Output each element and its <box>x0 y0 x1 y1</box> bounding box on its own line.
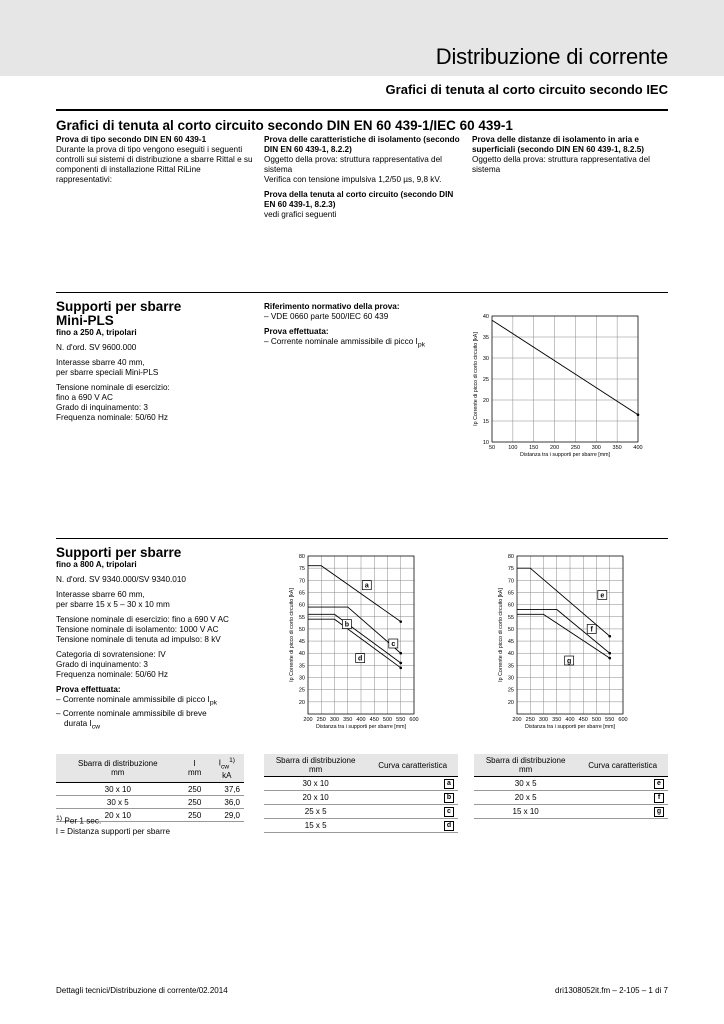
table-row <box>56 796 244 809</box>
t1-h3-unit: kA <box>222 771 232 781</box>
mini-test-info <box>264 302 464 351</box>
table-curves-2 <box>474 754 668 819</box>
intro-col2-title2: Prova della tenuta al corto circuito (secondo DIN EN 60 439-1, 8.2.3) <box>264 190 454 209</box>
x-tick-label: 250 <box>570 445 581 451</box>
x-tick-label: 350 <box>612 445 622 451</box>
big-spacing-2: per sbarre 15 x 5 – 30 x 10 mm <box>56 600 170 609</box>
x-tick-label: 400 <box>565 717 575 723</box>
x-tick-label: 100 <box>508 445 518 451</box>
x-tick-label: 500 <box>382 717 393 723</box>
y-tick-label: 60 <box>298 602 305 609</box>
big-test-3-sub: cw <box>91 723 101 731</box>
table-row <box>474 791 668 805</box>
y-tick-label: 65 <box>298 590 305 597</box>
y-tick-label: 20 <box>482 398 489 404</box>
table-row <box>264 777 458 791</box>
big-title: Supporti per sbarre <box>56 545 182 560</box>
t1-h2: I <box>193 759 196 769</box>
mini-title-1: Supporti per sbarre <box>56 299 182 314</box>
t2-h1: Sbarra di distribuzione <box>275 756 356 765</box>
t1-h3-sub: cw <box>220 763 230 771</box>
chart-mini-pls <box>466 306 652 462</box>
cell-distance: 250 <box>180 783 210 796</box>
t1-h1-unit: mm <box>111 768 125 778</box>
note-1-marker: 1) <box>56 815 63 822</box>
curve-label: c <box>391 641 396 649</box>
mini-frequency: Frequenza nominale: 50/60 Hz <box>56 413 168 422</box>
t1-h3: I <box>218 758 221 768</box>
x-tick-label: 200 <box>512 717 522 723</box>
cell-busbar: 20 x 10 <box>56 809 180 822</box>
series-end-marker <box>399 662 402 665</box>
x-axis-label: Distanza tra i supporti per sbarre [mm] <box>524 724 616 730</box>
series-line-Mini-PLS <box>492 320 638 415</box>
curve-label: f <box>590 626 593 634</box>
curve-label: d <box>358 655 363 663</box>
table-row <box>264 819 458 833</box>
x-tick-label: 400 <box>633 445 643 451</box>
cell-busbar: 20 x 5 <box>474 791 577 805</box>
y-tick-label: 35 <box>507 663 514 670</box>
cell-curve <box>367 777 458 791</box>
x-tick-label: 400 <box>356 717 366 723</box>
y-tick-label: 25 <box>482 377 489 383</box>
note-2: l = Distanza supporti per sbarre <box>56 826 170 836</box>
y-tick-label: 30 <box>507 675 514 682</box>
t3-h2: Curva caratteristica <box>577 754 668 777</box>
t3-h1-unit: mm <box>518 765 533 774</box>
cell-icw: 29,0 <box>210 809 244 822</box>
y-tick-label: 25 <box>507 687 514 694</box>
y-tick-label: 30 <box>298 675 305 682</box>
y-tick-label: 55 <box>507 614 514 621</box>
series-line-c <box>308 614 401 663</box>
x-tick-label: 150 <box>529 445 539 451</box>
chart-curves-a-d <box>278 548 428 738</box>
cell-curve <box>577 777 668 791</box>
table-curves-1 <box>264 754 458 833</box>
curve-label-box: b <box>444 793 454 803</box>
series-end-marker <box>637 413 640 416</box>
intro-col1-title: Prova di tipo secondo DIN EN 60 439-1 <box>56 135 207 144</box>
x-tick-label: 600 <box>618 717 628 723</box>
mini-voltage-1: Tensione nominale di esercizio: <box>56 383 170 392</box>
y-tick-label: 40 <box>507 651 514 658</box>
big-category: Categoria di sovratensione: IV <box>56 650 166 659</box>
curve-label-box: d <box>444 821 454 831</box>
big-test-title: Prova effettuata: <box>56 685 121 694</box>
mini-test-sub: pk <box>417 341 426 349</box>
series-end-marker <box>399 667 402 670</box>
y-tick-label: 70 <box>298 578 305 585</box>
big-voltage-1: Tensione nominale di esercizio: fino a 690 V AC <box>56 615 229 624</box>
cell-curve <box>367 819 458 833</box>
big-test-3: durata I <box>64 718 92 728</box>
x-tick-label: 300 <box>538 717 549 723</box>
series-end-marker <box>608 652 611 655</box>
y-tick-label: 20 <box>507 699 514 706</box>
mini-ref-item: – VDE 0660 parte 500/IEC 60 439 <box>264 312 389 321</box>
footer-right: dri1308052it.fm – 2-105 – 1 di 7 <box>555 986 668 995</box>
cell-distance: 250 <box>180 796 210 809</box>
t2-h1-unit: mm <box>308 765 323 774</box>
intro-col3-text: Oggetto della prova: struttura rappresentativa del sistema <box>472 155 650 174</box>
page-title: Distribuzione di corrente <box>435 44 668 69</box>
intro-col2-text3: vedi grafici seguenti <box>264 210 337 219</box>
y-tick-label: 15 <box>482 419 489 425</box>
page-subtitle: Grafici di tenuta al corto circuito secondo IEC <box>385 82 668 97</box>
intro-col-2 <box>264 135 464 220</box>
y-tick-label: 40 <box>298 651 305 658</box>
mini-order: N. d'ord. SV 9600.000 <box>56 343 137 352</box>
table-row <box>264 791 458 805</box>
y-tick-label: 55 <box>298 614 305 621</box>
y-tick-label: 40 <box>482 314 489 320</box>
big-subtitle: fino a 800 A, tripolari <box>56 560 137 569</box>
x-tick-label: 300 <box>329 717 340 723</box>
big-pollution: Grado di inquinamento: 3 <box>56 660 148 669</box>
x-tick-label: 300 <box>591 445 601 451</box>
table-row <box>474 777 668 791</box>
x-tick-label: 600 <box>409 717 419 723</box>
y-tick-label: 70 <box>507 578 514 585</box>
chart-curves-e-g <box>487 548 637 738</box>
cell-curve <box>577 791 668 805</box>
big-frequency: Frequenza nominale: 50/60 Hz <box>56 670 168 679</box>
curve-label-box: c <box>444 807 454 817</box>
series-line-g <box>517 614 610 658</box>
y-tick-label: 10 <box>482 440 489 446</box>
footer-left: Dettagli tecnici/Distribuzione di corrente/02.2014 <box>56 986 228 995</box>
y-tick-label: 80 <box>298 554 305 560</box>
y-tick-label: 50 <box>298 626 305 633</box>
intro-col2-title: Prova delle caratteristiche di isolamento (secondo DIN EN 60 439-1, 8.2.2) <box>264 135 460 154</box>
x-tick-label: 550 <box>605 717 615 723</box>
big-voltage-2: Tensione nominale di isolamento: 1000 V AC <box>56 625 219 634</box>
cell-busbar: 20 x 10 <box>264 791 367 805</box>
cell-curve <box>367 791 458 805</box>
intro-heading: Grafici di tenuta al corto circuito secondo DIN EN 60 439-1/IEC 60 439-1 <box>56 118 513 133</box>
y-tick-label: 45 <box>507 639 514 646</box>
curve-label-box: e <box>654 779 664 789</box>
intro-col2-text2: Verifica con tensione impulsiva 1,2/50 µs, 9,8 kV. <box>264 175 442 184</box>
table-icw <box>56 754 244 822</box>
x-tick-label: 200 <box>303 717 313 723</box>
mini-info <box>56 300 256 428</box>
mini-title-2: Mini-PLS <box>56 313 114 328</box>
big-voltage-3: Tensione nominale di tenuta ad impulso: 8 kV <box>56 635 221 644</box>
x-tick-label: 350 <box>343 717 353 723</box>
cell-busbar: 30 x 10 <box>264 777 367 791</box>
curve-label-box: a <box>444 779 454 789</box>
big-order: N. d'ord. SV 9340.000/SV 9340.010 <box>56 575 186 584</box>
cell-busbar: 25 x 5 <box>264 805 367 819</box>
curve-label: b <box>344 621 350 629</box>
y-tick-label: 45 <box>298 639 305 646</box>
mini-test-item: – Corrente nominale ammissibile di picco I <box>264 337 418 346</box>
table-row <box>264 805 458 819</box>
x-tick-label: 550 <box>396 717 406 723</box>
y-tick-label: 80 <box>507 554 514 560</box>
y-tick-label: 50 <box>507 626 514 633</box>
series-line-d <box>308 619 401 668</box>
mini-subtitle: fino a 250 A, tripolari <box>56 328 137 337</box>
section-divider <box>56 109 668 111</box>
cell-curve <box>367 805 458 819</box>
y-tick-label: 75 <box>298 566 305 573</box>
series-end-marker <box>608 657 611 660</box>
curve-label: g <box>567 658 572 666</box>
cell-busbar: 30 x 5 <box>56 796 180 809</box>
x-axis-label: Distanza tra i supporti per sbarre [mm] <box>315 724 407 730</box>
cell-curve <box>577 805 668 819</box>
intro-col-3 <box>472 135 668 175</box>
t3-h1: Sbarra di distribuzione <box>485 756 566 765</box>
series-end-marker <box>399 652 402 655</box>
series-end-marker <box>608 635 611 638</box>
intro-col2-text1: Oggetto della prova: struttura rappresentativa del sistema <box>264 155 442 174</box>
x-axis-label: Distanza tra i supporti per sbarre [mm] <box>519 452 611 458</box>
x-tick-label: 250 <box>525 717 535 723</box>
big-test-1-sub: pk <box>209 699 218 707</box>
cell-icw: 37,6 <box>210 783 244 796</box>
mini-spacing-2: per sbarre speciali Mini-PLS <box>56 368 159 377</box>
section-divider <box>56 292 668 293</box>
table-notes <box>56 814 170 837</box>
y-tick-label: 60 <box>507 602 514 609</box>
table-row <box>474 805 668 819</box>
cell-icw: 36,0 <box>210 796 244 809</box>
t1-h2-unit: mm <box>187 768 202 778</box>
big-info <box>56 546 261 732</box>
cell-busbar: 30 x 5 <box>474 777 577 791</box>
t2-h2: Curva caratteristica <box>367 754 458 777</box>
intro-col-1 <box>56 135 256 185</box>
mini-pollution: Grado di inquinamento: 3 <box>56 403 148 412</box>
x-tick-label: 350 <box>552 717 562 723</box>
y-tick-label: 25 <box>298 687 305 694</box>
y-tick-label: 65 <box>507 590 514 597</box>
table-row <box>56 783 244 796</box>
cell-busbar: 30 x 10 <box>56 783 180 796</box>
curve-label-box: f <box>654 793 664 803</box>
x-tick-label: 500 <box>591 717 602 723</box>
curve-label: e <box>600 592 605 600</box>
y-axis-label: Ip Corrente di picco di corto circuito [kA] <box>473 332 479 426</box>
note-1: Per 1 sec. <box>62 816 102 826</box>
mini-ref-title: Riferimento normativo della prova: <box>264 302 400 311</box>
series-end-marker <box>399 620 402 623</box>
cell-distance: 250 <box>180 809 210 822</box>
y-tick-label: 30 <box>482 356 489 362</box>
cell-busbar: 15 x 10 <box>474 805 577 819</box>
t1-h3-sup: 1) <box>229 757 235 764</box>
mini-voltage-2: fino a 690 V AC <box>56 393 113 402</box>
mini-spacing-1: Interasse sbarre 40 mm, <box>56 358 145 367</box>
y-axis-label: Ip Corrente di picco di corto circuito [kA] <box>498 588 504 682</box>
y-tick-label: 75 <box>507 566 514 573</box>
y-tick-label: 20 <box>298 699 305 706</box>
curve-label-box: g <box>654 807 664 817</box>
x-tick-label: 450 <box>369 717 379 723</box>
section-divider <box>56 538 668 539</box>
big-test-2: – Corrente nominale ammissibile di breve <box>56 708 207 718</box>
big-test-1: – Corrente nominale ammissibile di picco I <box>56 695 210 704</box>
mini-test-title: Prova effettuata: <box>264 327 329 336</box>
y-tick-label: 35 <box>298 663 305 670</box>
intro-col1-text: Durante la prova di tipo vengono eseguiti i seguenti controlli sui sistemi di distribuzione a sbarre Rittal e su componenti di installazione Rittal RiLine rappresentativi: <box>56 145 253 184</box>
x-tick-label: 50 <box>488 445 496 451</box>
x-tick-label: 450 <box>578 717 588 723</box>
intro-col3-title: Prova delle distanze di isolamento in aria e superficiali (secondo DIN EN 60 439-1, 8.2.5) <box>472 135 645 154</box>
y-tick-label: 35 <box>482 335 489 341</box>
x-tick-label: 200 <box>549 445 560 451</box>
big-spacing-1: Interasse sbarre 60 mm, <box>56 590 145 599</box>
y-axis-label: Ip Corrente di picco di corto circuito [kA] <box>289 588 295 682</box>
cell-busbar: 15 x 5 <box>264 819 367 833</box>
curve-label: a <box>364 582 369 590</box>
x-tick-label: 250 <box>316 717 326 723</box>
t1-h1: Sbarra di distribuzione <box>77 759 158 769</box>
